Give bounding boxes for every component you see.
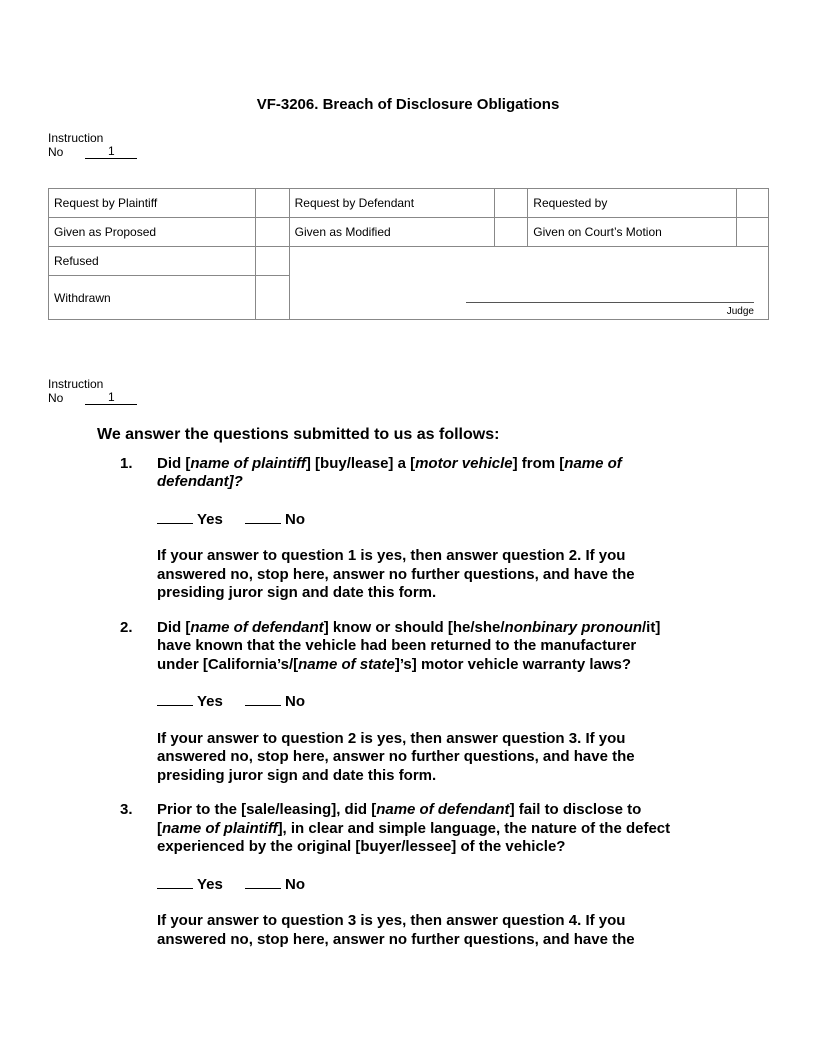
question-text-segment: Did [ <box>157 454 191 472</box>
instruction-number-top <box>48 131 137 159</box>
given-as-proposed-label: Given as Proposed <box>49 218 256 247</box>
question-3 <box>97 801 737 949</box>
given-as-modified-label: Given as Modified <box>289 218 495 247</box>
question-text-line <box>157 619 737 638</box>
request-by-plaintiff-box[interactable] <box>255 189 289 218</box>
withdrawn-box[interactable] <box>255 276 289 320</box>
question-instruction <box>157 730 737 786</box>
question-number: 1. <box>120 454 133 472</box>
judge-signature-line <box>466 302 754 303</box>
question-text-segment: ] fail to disclose to <box>509 801 642 818</box>
question-text-segment: name of <box>564 454 622 472</box>
question-instruction <box>157 547 737 603</box>
instruction-line: answered no, stop here, answer no further questions, and have the <box>157 565 635 583</box>
yes-blank[interactable] <box>157 693 193 706</box>
yes-no-answer <box>157 511 737 530</box>
question-text-segment: name of plaintiff <box>162 819 278 837</box>
question-text-line <box>157 801 737 820</box>
question-2 <box>97 619 737 786</box>
question-text-segment: under [California’s/[ <box>157 655 299 673</box>
question-text-segment: experienced by the original [buyer/lessee] of the vehicle? <box>157 838 566 855</box>
instruction-line: If your answer to question 3 is yes, then answer question 4. If you <box>157 912 626 929</box>
question-text-segment: name of defendant <box>190 618 324 636</box>
requested-by-box[interactable] <box>737 189 769 218</box>
question-text-segment: motor vehicle <box>415 454 513 472</box>
withdrawn-label: Withdrawn <box>49 276 256 320</box>
instruction-line: If your answer to question 2 is yes, then answer question 3. If you <box>157 729 626 747</box>
instruction-status-table <box>48 188 769 320</box>
refused-box[interactable] <box>255 247 289 276</box>
given-as-modified-box[interactable] <box>495 218 528 247</box>
page-title: VF-3206. Breach of Disclosure Obligations <box>256 96 560 113</box>
intro-text: We answer the questions submitted to us as follows: <box>97 426 500 443</box>
question-text-line <box>157 637 737 656</box>
instruction-line: presiding juror sign and date this form. <box>157 766 437 784</box>
instruction-no-field[interactable]: 1 <box>85 145 137 159</box>
request-by-defendant-label: Request by Defendant <box>289 189 495 218</box>
question-text-segment: ], in clear and simple language, the nature of the defect <box>277 819 671 837</box>
question-text-segment: ]’s] motor vehicle warranty laws? <box>394 655 632 673</box>
question-number: 2. <box>120 618 133 636</box>
question-text-segment: Prior to the [sale/leasing], did [ <box>157 801 377 818</box>
question-text-segment: name of defendant <box>376 801 510 818</box>
request-by-plaintiff-label: Request by Plaintiff <box>49 189 256 218</box>
instruction-number-bottom <box>48 377 137 405</box>
refused-label: Refused <box>49 247 256 276</box>
yes-no-answer <box>157 876 737 895</box>
question-text-segment: name of state <box>298 655 395 673</box>
no-blank[interactable] <box>245 876 281 889</box>
yes-blank[interactable] <box>157 876 193 889</box>
question-text-segment: /it] <box>642 618 661 636</box>
question-text-line <box>157 455 737 474</box>
verdict-form-body <box>97 426 737 949</box>
question-text-segment: ] from [ <box>512 454 565 472</box>
given-on-courts-motion-label: Given on Court’s Motion <box>528 218 737 247</box>
question-instruction <box>157 912 737 949</box>
judge-label: Judge <box>726 306 754 317</box>
request-by-defendant-box[interactable] <box>495 189 528 218</box>
given-on-courts-motion-box[interactable] <box>737 218 769 247</box>
question-text-segment: Did [ <box>157 618 191 636</box>
instruction-line: presiding juror sign and date this form. <box>157 584 437 601</box>
yes-label: Yes <box>197 510 223 528</box>
no-label: No <box>285 875 306 893</box>
question-list <box>97 455 737 950</box>
no-label: No <box>48 145 64 159</box>
question-text-segment: ] know or should [he/she/ <box>323 618 505 636</box>
yes-blank[interactable] <box>157 511 193 524</box>
instruction-label: Instruction <box>48 131 104 145</box>
question-number: 3. <box>120 801 133 818</box>
question-text-segment: name of plaintiff <box>190 454 306 472</box>
given-as-proposed-box[interactable] <box>255 218 289 247</box>
no-label: No <box>285 510 306 528</box>
yes-no-answer <box>157 693 737 712</box>
instruction-line: answered no, stop here, answer no further questions, and have the <box>157 748 635 765</box>
instruction-line: answered no, stop here, answer no further questions, and have the <box>157 930 635 948</box>
question-text-line <box>157 838 737 857</box>
instruction-line: If your answer to question 1 is yes, then answer question 2. If you <box>157 547 626 564</box>
yes-label: Yes <box>197 693 223 710</box>
no-blank[interactable] <box>245 511 281 524</box>
question-text-line <box>157 473 737 492</box>
no-blank[interactable] <box>245 693 281 706</box>
question-text-segment: nonbinary pronoun <box>504 618 643 636</box>
requested-by-label: Requested by <box>528 189 737 218</box>
question-text-segment: have known that the vehicle had been returned to the manufacturer <box>157 637 637 654</box>
judge-signature-area[interactable] <box>289 247 768 320</box>
no-label: No <box>48 391 64 405</box>
no-label: No <box>285 693 306 710</box>
question-text-segment: ] [buy/lease] a [ <box>305 454 416 472</box>
instruction-no-field[interactable]: 1 <box>85 391 137 405</box>
yes-label: Yes <box>197 875 223 893</box>
question-text-segment: defendant]? <box>157 473 243 490</box>
question-text-segment: [ <box>157 819 162 837</box>
question-text-line <box>157 820 737 839</box>
instruction-label: Instruction <box>48 377 104 391</box>
question-text-line <box>157 656 737 675</box>
question-1 <box>97 455 737 603</box>
